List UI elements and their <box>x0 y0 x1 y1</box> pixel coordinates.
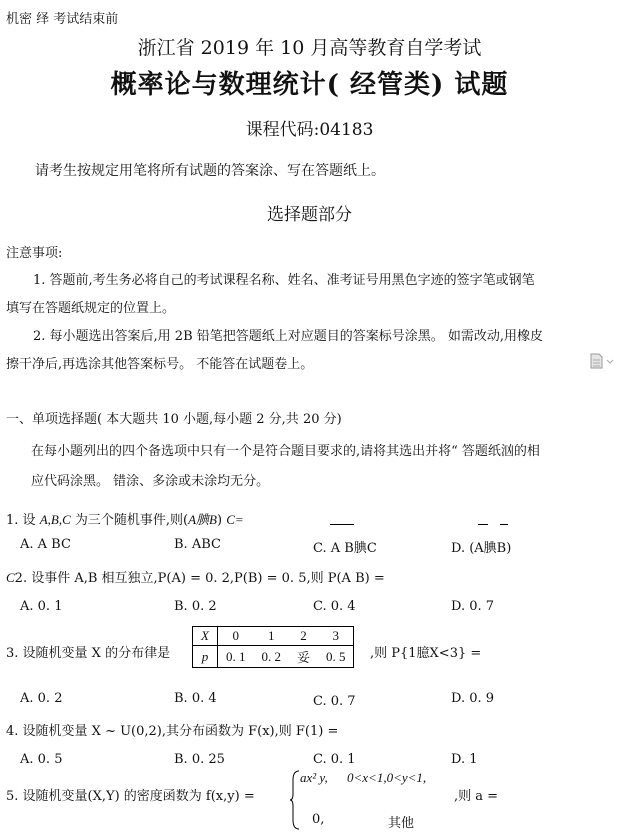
table-cell: 0. 5 <box>325 648 346 664</box>
table-cell: 3 <box>318 627 354 646</box>
part1-instructions-1: 在每小题列出的四个备选项中只有一个是符合题目要求的,请将其选出并将“ 答题纸汹的相 <box>31 444 540 459</box>
q1-expr: A腆B <box>188 512 217 527</box>
table-cell: 0. 2 <box>261 648 281 664</box>
part1-heading: 一、单项选择题( 本大题共 10 小题,每小题 2 分,共 20 分) <box>6 412 342 427</box>
q2-lead: C <box>6 570 15 585</box>
question-2 <box>6 567 385 586</box>
question-number: 3. <box>6 646 19 661</box>
q5-stem: 设随机变量(X,Y) 的密度函数为 f(x,y) = <box>22 789 255 804</box>
piecewise-brace <box>290 770 300 834</box>
notes-heading: 注意事项: <box>6 246 63 261</box>
q2-option-b[interactable]: B. 0. 2 <box>174 599 217 614</box>
question-number: 1. <box>6 513 19 528</box>
q1-option-b[interactable]: B. ABC <box>174 537 221 552</box>
q1-tail: C= <box>226 512 244 527</box>
secret-mark: 机密 绎 考试结束前 <box>6 12 119 27</box>
table-header-p: p <box>193 646 217 668</box>
q3-option-d[interactable]: D. 0. 9 <box>451 691 495 706</box>
table-cell: 妥 <box>296 650 310 665</box>
q3-option-a[interactable]: A. 0. 2 <box>20 691 63 706</box>
table-cell: 0. 1 <box>225 648 246 664</box>
exam-line: 浙江省 2019 年 10 月高等教育自学考试 <box>137 37 482 59</box>
q5-case2-cond: 其他 <box>388 816 415 831</box>
q2-option-a[interactable]: A. 0. 1 <box>20 599 63 614</box>
q4-option-b[interactable]: B. 0. 25 <box>174 752 225 767</box>
q1-stem-a: 设 <box>22 513 40 528</box>
q3-option-c[interactable]: C. 0. 7 <box>313 694 356 709</box>
intro-text: 请考生按规定用笔将所有试题的答案涂、写在答题纸上。 <box>35 163 385 179</box>
q2-option-c[interactable]: C. 0. 4 <box>313 599 356 614</box>
question-5 <box>6 785 255 804</box>
note-2-line-1: 2. 每小题选出答案后,用 2B 铅笔把答题纸上对应题目的答案标号涂黑。 如需改动,用橡皮 <box>33 329 544 344</box>
table-cell: 2 <box>289 627 318 646</box>
q1-vars: A,B,C <box>39 512 71 527</box>
question-4 <box>6 720 338 739</box>
q1-option-a[interactable]: A. A BC <box>20 537 71 552</box>
section-heading: 选择题部分 <box>267 205 352 225</box>
q1-option-d[interactable]: D. (A腆B) <box>451 541 512 556</box>
table-cell: 1 <box>253 627 289 646</box>
question-3 <box>6 642 170 661</box>
question-number: 4. <box>6 724 19 739</box>
part1-instructions-2: 应代码涂黑。 错涂、多涂或未涂均无分。 <box>31 474 270 489</box>
answer-blank-mark <box>500 524 508 525</box>
q5-case1-cond: 0<x<1,0<y<1, <box>347 770 427 785</box>
answer-blank-mark <box>478 524 488 525</box>
note-2-line-2: 擦干净后,再选涂其他答案标号。 不能答在试题卷上。 <box>6 357 314 372</box>
q5-case2-expr: 0, <box>312 812 325 827</box>
note-1-line-2: 填写在答题纸规定的位置上。 <box>6 301 176 316</box>
q4-option-c[interactable]: C. 0. 1 <box>313 752 356 767</box>
course-code: 课程代码:04183 <box>245 120 374 140</box>
page-title: 概率论与数理统计( 经管类) 试题 <box>110 70 509 100</box>
q4-option-d[interactable]: D. 1 <box>451 752 478 767</box>
question-number: 5. <box>6 789 19 804</box>
q1-option-c[interactable]: C. A B腆C <box>313 541 377 556</box>
q3-option-b[interactable]: B. 0. 4 <box>174 691 217 706</box>
document-icon[interactable] <box>590 353 614 373</box>
note-1-line-1: 1. 答题前,考生务必将自己的考试课程名称、姓名、准考证号用黑色字迹的签字笔或钢笔 <box>33 273 535 288</box>
q3-after: ,则 P{1臆X<3} = <box>370 646 482 661</box>
q1-stem-b: 为三个随机事件,则( <box>70 513 189 528</box>
q5-case1-expr: ax² y, <box>300 770 328 785</box>
q1-stem-c: ) <box>216 513 227 528</box>
q5-after: ,则 a = <box>454 789 499 804</box>
answer-blank <box>330 524 354 525</box>
q4-text: 设随机变量 X ~ U(0,2),其分布函数为 F(x),则 F(1) = <box>22 724 339 739</box>
table-header-x: X <box>193 627 217 646</box>
q2-text: 2. 设事件 A,B 相互独立,P(A) = 0. 2,P(B) = 0. 5,则 P(A B) = <box>14 571 385 586</box>
q4-option-a[interactable]: A. 0. 5 <box>20 752 63 767</box>
q3-stem: 设随机变量 X 的分布律是 <box>22 646 171 661</box>
table-cell: 0 <box>217 627 253 646</box>
question-1 <box>6 509 244 528</box>
distribution-table <box>192 626 354 668</box>
q2-option-d[interactable]: D. 0. 7 <box>451 599 495 614</box>
